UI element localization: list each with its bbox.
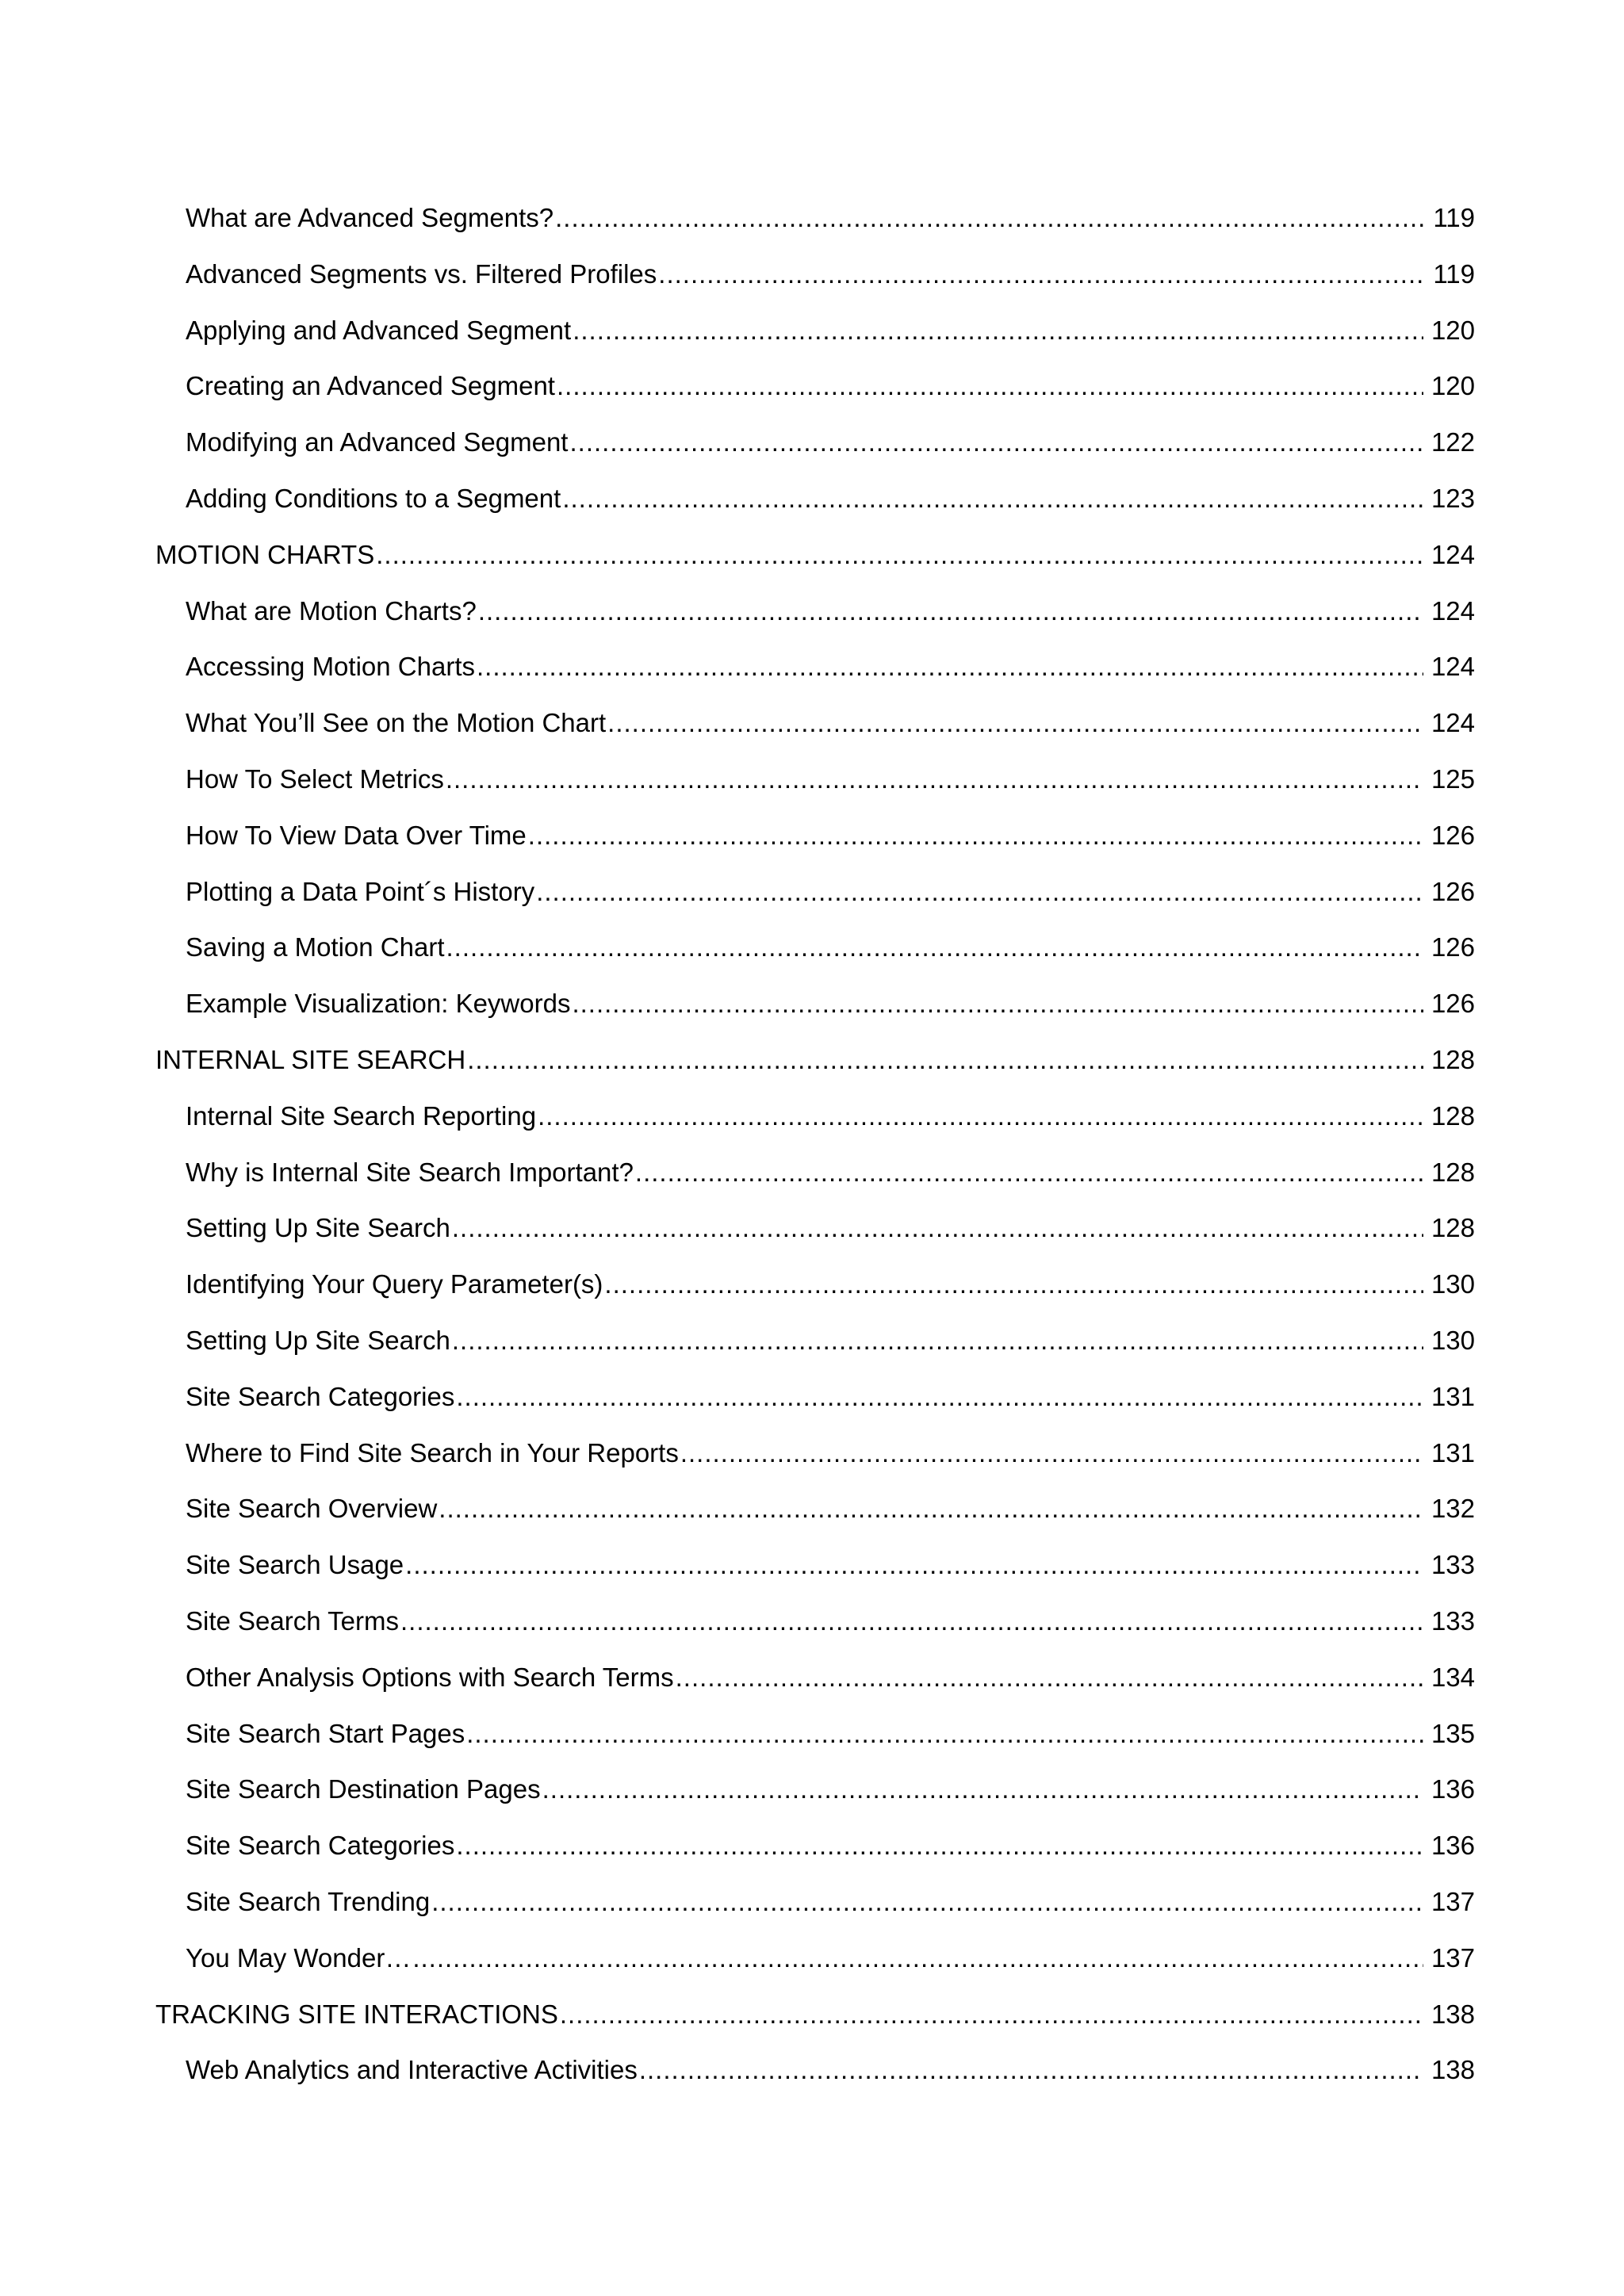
toc-subsection-entry[interactable] [155, 247, 1475, 303]
toc-subsection-entry[interactable] [155, 584, 1475, 640]
toc-subsection-entry[interactable] [155, 1481, 1475, 1537]
toc-subsection-entry[interactable] [155, 1089, 1475, 1145]
toc-dot-leader [536, 864, 1423, 920]
toc-entry-page-number: 136 [1431, 1831, 1475, 1861]
toc-entry-title: Modifying an Advanced Segment [186, 427, 569, 457]
toc-section-entry[interactable] [155, 1987, 1475, 2043]
toc-entry-title: Site Search Start Pages [186, 1718, 465, 1748]
toc-entry-title: Other Analysis Options with Search Terms [186, 1662, 674, 1692]
toc-dot-leader [431, 1874, 1423, 1931]
toc-subsection-entry[interactable] [155, 1369, 1475, 1425]
toc-dot-leader [538, 1089, 1423, 1145]
toc-entry-title: Site Search Terms [186, 1605, 399, 1636]
toc-subsection-entry[interactable] [155, 471, 1475, 527]
toc-dot-leader [572, 976, 1423, 1032]
toc-entry-page-number: 133 [1431, 1550, 1475, 1580]
toc-entry-page-number: 119 [1433, 203, 1475, 232]
toc-subsection-entry[interactable] [155, 1145, 1475, 1201]
toc-entry-page-number: 123 [1431, 483, 1475, 513]
toc-dot-leader [676, 1650, 1423, 1706]
toc-dot-leader [573, 303, 1423, 359]
toc-subsection-entry[interactable] [155, 976, 1475, 1032]
toc-subsection-entry[interactable] [155, 2042, 1475, 2099]
toc-entry-title: How To Select Metrics [186, 763, 444, 794]
toc-entry-title: Site Search Trending [186, 1886, 431, 1916]
toc-entry-title: What You’ll See on the Motion Chart [186, 708, 607, 738]
toc-entry-page-number: 124 [1431, 652, 1475, 682]
toc-subsection-entry[interactable] [155, 1257, 1475, 1313]
toc-entry-title: INTERNAL SITE SEARCH [155, 1044, 466, 1074]
toc-subsection-entry[interactable] [155, 1537, 1475, 1594]
toc-subsection-entry[interactable] [155, 1818, 1475, 1874]
toc-dot-leader [658, 247, 1425, 303]
toc-dot-leader [412, 1931, 1423, 1987]
toc-entry-page-number: 132 [1431, 1494, 1475, 1524]
toc-entry-title: Web Analytics and Interactive Activities [186, 2055, 638, 2085]
toc-entry-title: Accessing Motion Charts [186, 652, 475, 682]
toc-entry-page-number: 128 [1431, 1157, 1475, 1187]
toc-subsection-entry[interactable] [155, 1200, 1475, 1257]
toc-dot-leader [400, 1594, 1423, 1650]
toc-entry-page-number: 126 [1431, 932, 1475, 962]
toc-entry-page-number: 134 [1431, 1662, 1475, 1692]
toc-subsection-entry[interactable] [155, 1762, 1475, 1818]
toc-entry-title: Identifying Your Query Parameter(s) [186, 1269, 603, 1299]
toc-subsection-entry[interactable] [155, 358, 1475, 415]
toc-subsection-entry[interactable] [155, 190, 1475, 247]
toc-entry-page-number: 124 [1431, 708, 1475, 738]
toc-entry-page-number: 126 [1431, 876, 1475, 906]
toc-dot-leader [456, 1818, 1423, 1874]
toc-entry-title: What are Advanced Segments? [186, 203, 554, 232]
toc-subsection-entry[interactable] [155, 864, 1475, 920]
toc-entry-title: Plotting a Data Point´s History [186, 876, 535, 906]
toc-entry-title: Site Search Categories [186, 1381, 455, 1411]
toc-entry-page-number: 119 [1433, 258, 1475, 289]
toc-entry-title: Saving a Motion Chart [186, 932, 445, 962]
toc-entry-page-number: 138 [1431, 2055, 1475, 2085]
toc-subsection-entry[interactable] [155, 808, 1475, 864]
toc-dot-leader [452, 1200, 1423, 1257]
toc-entry-title: Applying and Advanced Segment [186, 315, 572, 345]
toc-dot-leader [478, 584, 1423, 640]
toc-entry-page-number: 128 [1431, 1044, 1475, 1074]
toc-entry-page-number: 131 [1431, 1381, 1475, 1411]
toc-dot-leader [562, 471, 1423, 527]
toc-dot-leader [456, 1369, 1423, 1425]
toc-dot-leader [528, 808, 1423, 864]
toc-entry-title: Adding Conditions to a Segment [186, 483, 561, 513]
toc-subsection-entry[interactable] [155, 752, 1475, 808]
toc-entry-page-number: 122 [1431, 427, 1475, 457]
toc-entry-title: Site Search Overview [186, 1494, 438, 1524]
toc-section-entry[interactable] [155, 1032, 1475, 1089]
toc-subsection-entry[interactable] [155, 1650, 1475, 1706]
toc-entry-title: MOTION CHARTS [155, 539, 375, 569]
toc-dot-leader [376, 527, 1423, 584]
toc-entry-page-number: 130 [1431, 1325, 1475, 1355]
toc-entry-page-number: 128 [1431, 1100, 1475, 1131]
toc-entry-page-number: 124 [1431, 595, 1475, 626]
toc-entry-page-number: 126 [1431, 820, 1475, 850]
toc-entry-page-number: 137 [1431, 1886, 1475, 1916]
toc-dot-leader [635, 1145, 1423, 1201]
toc-entry-title: Why is Internal Site Search Important? [186, 1157, 634, 1187]
toc-entry-title: TRACKING SITE INTERACTIONS [155, 1999, 558, 2029]
toc-entry-title: Advanced Segments vs. Filtered Profiles [186, 258, 657, 289]
toc-subsection-entry[interactable] [155, 1425, 1475, 1482]
toc-dot-leader [604, 1257, 1423, 1313]
toc-entry-title: What are Motion Charts? [186, 595, 477, 626]
toc-entry-title: Site Search Categories [186, 1831, 455, 1861]
toc-dot-leader [639, 2042, 1423, 2099]
toc-dot-leader [405, 1537, 1423, 1594]
toc-subsection-entry[interactable] [155, 1706, 1475, 1762]
toc-entry-title: Example Visualization: Keywords [186, 989, 571, 1019]
toc-entry-title: Where to Find Site Search in Your Reports [186, 1437, 679, 1468]
toc-dot-leader [477, 639, 1423, 695]
toc-entry-page-number: 120 [1431, 371, 1475, 401]
toc-entry-page-number: 126 [1431, 989, 1475, 1019]
toc-dot-leader [542, 1762, 1423, 1818]
toc-dot-leader [467, 1032, 1423, 1089]
toc-subsection-entry[interactable] [155, 1874, 1475, 1931]
toc-subsection-entry[interactable] [155, 415, 1475, 471]
toc-entry-title: Setting Up Site Search [186, 1213, 450, 1243]
toc-entry-page-number: 131 [1431, 1437, 1475, 1468]
toc-entry-title: Internal Site Search Reporting [186, 1100, 537, 1131]
toc-dot-leader [569, 415, 1423, 471]
toc-dot-leader [557, 358, 1423, 415]
table-of-contents [155, 190, 1475, 2099]
toc-entry-title: Site Search Usage [186, 1550, 404, 1580]
toc-subsection-entry[interactable] [155, 1313, 1475, 1369]
toc-entry-page-number: 124 [1431, 539, 1475, 569]
toc-dot-leader [466, 1706, 1423, 1762]
toc-dot-leader [607, 695, 1423, 752]
toc-entry-title: Setting Up Site Search [186, 1325, 450, 1355]
toc-entry-page-number: 130 [1431, 1269, 1475, 1299]
toc-entry-page-number: 128 [1431, 1213, 1475, 1243]
toc-section-entry[interactable] [155, 527, 1475, 584]
toc-subsection-entry[interactable] [155, 695, 1475, 752]
toc-subsection-entry[interactable] [155, 1931, 1475, 1987]
toc-entry-title: How To View Data Over Time [186, 820, 527, 850]
toc-entry-title: Creating an Advanced Segment [186, 371, 555, 401]
toc-entry-page-number: 125 [1431, 763, 1475, 794]
toc-dot-leader [446, 752, 1423, 808]
toc-subsection-entry[interactable] [155, 920, 1475, 976]
toc-entry-page-number: 137 [1431, 1942, 1475, 1973]
toc-dot-leader [439, 1481, 1423, 1537]
toc-dot-leader [446, 920, 1423, 976]
toc-subsection-entry[interactable] [155, 303, 1475, 359]
toc-entry-page-number: 120 [1431, 315, 1475, 345]
toc-dot-leader [555, 190, 1425, 247]
toc-entry-title: You May Wonder… [186, 1942, 412, 1973]
toc-dot-leader [680, 1425, 1423, 1482]
toc-entry-title: Site Search Destination Pages [186, 1774, 541, 1804]
toc-dot-leader [452, 1313, 1423, 1369]
toc-entry-page-number: 135 [1431, 1718, 1475, 1748]
toc-dot-leader [560, 1987, 1423, 2043]
toc-subsection-entry[interactable] [155, 1594, 1475, 1650]
toc-entry-page-number: 136 [1431, 1774, 1475, 1804]
toc-entry-page-number: 133 [1431, 1605, 1475, 1636]
toc-entry-page-number: 138 [1431, 1999, 1475, 2029]
toc-subsection-entry[interactable] [155, 639, 1475, 695]
